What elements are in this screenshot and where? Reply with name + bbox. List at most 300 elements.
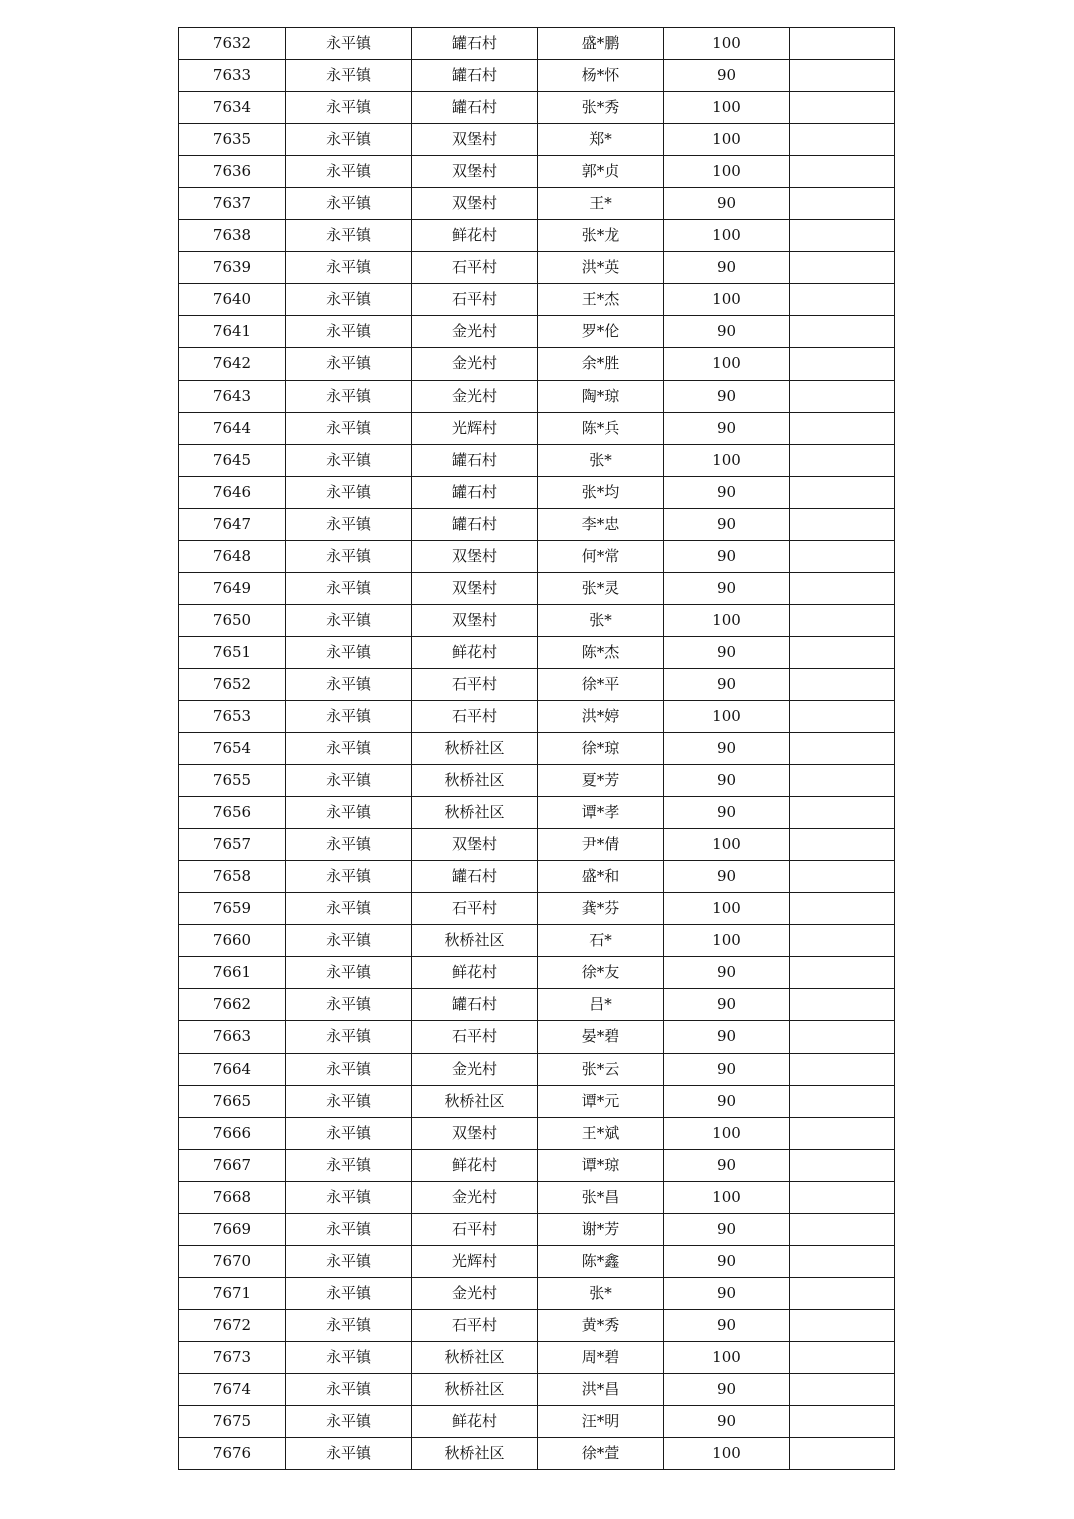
- table-row: [179, 1181, 895, 1213]
- cell-town: 永平镇: [286, 1149, 412, 1181]
- cell-remark: [790, 412, 895, 444]
- cell-id: 7643: [179, 380, 286, 412]
- cell-id: 7656: [179, 797, 286, 829]
- cell-village: 罐石村: [412, 444, 538, 476]
- cell-town: 永平镇: [286, 316, 412, 348]
- cell-id: 7654: [179, 733, 286, 765]
- cell-town: 永平镇: [286, 444, 412, 476]
- table-row: [179, 572, 895, 604]
- cell-name: 张*灵: [538, 572, 664, 604]
- cell-town: 永平镇: [286, 1438, 412, 1470]
- cell-amount: 100: [664, 1181, 790, 1213]
- cell-amount: 90: [664, 572, 790, 604]
- cell-village: 罐石村: [412, 28, 538, 60]
- cell-name: 张*龙: [538, 220, 664, 252]
- cell-village: 石平村: [412, 700, 538, 732]
- cell-remark: [790, 668, 895, 700]
- table-row: [179, 797, 895, 829]
- cell-id: 7665: [179, 1085, 286, 1117]
- cell-name: 张*: [538, 604, 664, 636]
- cell-town: 永平镇: [286, 1341, 412, 1373]
- table-row: [179, 636, 895, 668]
- cell-name: 徐*平: [538, 668, 664, 700]
- cell-name: 徐*友: [538, 957, 664, 989]
- table-row: [179, 604, 895, 636]
- cell-name: 尹*倩: [538, 829, 664, 861]
- cell-amount: 90: [664, 1406, 790, 1438]
- cell-id: 7662: [179, 989, 286, 1021]
- cell-amount: 90: [664, 316, 790, 348]
- cell-name: 谭*元: [538, 1085, 664, 1117]
- cell-town: 永平镇: [286, 28, 412, 60]
- cell-id: 7651: [179, 636, 286, 668]
- table-row: [179, 989, 895, 1021]
- cell-town: 永平镇: [286, 797, 412, 829]
- cell-id: 7633: [179, 60, 286, 92]
- cell-amount: 100: [664, 28, 790, 60]
- cell-village: 光辉村: [412, 412, 538, 444]
- cell-amount: 90: [664, 1309, 790, 1341]
- table-row: [179, 316, 895, 348]
- cell-amount: 90: [664, 636, 790, 668]
- cell-town: 永平镇: [286, 636, 412, 668]
- cell-village: 石平村: [412, 1021, 538, 1053]
- cell-town: 永平镇: [286, 765, 412, 797]
- cell-village: 金光村: [412, 1181, 538, 1213]
- cell-remark: [790, 92, 895, 124]
- cell-id: 7649: [179, 572, 286, 604]
- cell-remark: [790, 636, 895, 668]
- cell-village: 金光村: [412, 380, 538, 412]
- cell-id: 7655: [179, 765, 286, 797]
- cell-town: 永平镇: [286, 252, 412, 284]
- cell-town: 永平镇: [286, 604, 412, 636]
- cell-remark: [790, 700, 895, 732]
- cell-amount: 100: [664, 1438, 790, 1470]
- cell-remark: [790, 765, 895, 797]
- cell-id: 7664: [179, 1053, 286, 1085]
- table-row: [179, 28, 895, 60]
- cell-remark: [790, 1373, 895, 1405]
- table-row: [179, 540, 895, 572]
- cell-remark: [790, 220, 895, 252]
- cell-amount: 90: [664, 765, 790, 797]
- cell-name: 何*常: [538, 540, 664, 572]
- cell-name: 罗*伦: [538, 316, 664, 348]
- cell-id: 7658: [179, 861, 286, 893]
- cell-town: 永平镇: [286, 861, 412, 893]
- cell-amount: 100: [664, 1341, 790, 1373]
- cell-town: 永平镇: [286, 700, 412, 732]
- cell-id: 7653: [179, 700, 286, 732]
- cell-town: 永平镇: [286, 540, 412, 572]
- table-row: [179, 508, 895, 540]
- cell-amount: 100: [664, 1117, 790, 1149]
- cell-amount: 90: [664, 60, 790, 92]
- cell-amount: 90: [664, 508, 790, 540]
- cell-village: 双堡村: [412, 604, 538, 636]
- table-row: [179, 284, 895, 316]
- cell-name: 陈*杰: [538, 636, 664, 668]
- cell-name: 王*斌: [538, 1117, 664, 1149]
- cell-village: 秋桥社区: [412, 733, 538, 765]
- cell-village: 罐石村: [412, 60, 538, 92]
- cell-amount: 100: [664, 92, 790, 124]
- cell-town: 永平镇: [286, 1021, 412, 1053]
- cell-village: 秋桥社区: [412, 1085, 538, 1117]
- table-row: [179, 444, 895, 476]
- cell-remark: [790, 572, 895, 604]
- cell-name: 郭*贞: [538, 156, 664, 188]
- cell-remark: [790, 380, 895, 412]
- table-row: [179, 1085, 895, 1117]
- cell-village: 罐石村: [412, 989, 538, 1021]
- table-row: [179, 1277, 895, 1309]
- table-row: [179, 156, 895, 188]
- cell-town: 永平镇: [286, 1117, 412, 1149]
- table-row: [179, 1406, 895, 1438]
- cell-remark: [790, 1149, 895, 1181]
- cell-amount: 100: [664, 156, 790, 188]
- cell-name: 黄*秀: [538, 1309, 664, 1341]
- cell-name: 夏*芳: [538, 765, 664, 797]
- cell-id: 7648: [179, 540, 286, 572]
- cell-town: 永平镇: [286, 156, 412, 188]
- cell-remark: [790, 188, 895, 220]
- table-row: [179, 92, 895, 124]
- table-row: [179, 861, 895, 893]
- cell-id: 7647: [179, 508, 286, 540]
- cell-remark: [790, 1406, 895, 1438]
- cell-amount: 100: [664, 444, 790, 476]
- cell-town: 永平镇: [286, 380, 412, 412]
- cell-town: 永平镇: [286, 1406, 412, 1438]
- cell-name: 杨*怀: [538, 60, 664, 92]
- data-table: [178, 27, 895, 1470]
- cell-id: 7632: [179, 28, 286, 60]
- cell-remark: [790, 1245, 895, 1277]
- cell-id: 7646: [179, 476, 286, 508]
- cell-remark: [790, 733, 895, 765]
- cell-remark: [790, 348, 895, 380]
- cell-remark: [790, 316, 895, 348]
- cell-amount: 90: [664, 861, 790, 893]
- table-row: [179, 957, 895, 989]
- cell-remark: [790, 1053, 895, 1085]
- cell-village: 金光村: [412, 1277, 538, 1309]
- cell-remark: [790, 1438, 895, 1470]
- cell-town: 永平镇: [286, 989, 412, 1021]
- cell-amount: 90: [664, 668, 790, 700]
- cell-town: 永平镇: [286, 829, 412, 861]
- cell-id: 7674: [179, 1373, 286, 1405]
- cell-village: 石平村: [412, 893, 538, 925]
- cell-amount: 100: [664, 925, 790, 957]
- cell-name: 张*秀: [538, 92, 664, 124]
- cell-id: 7663: [179, 1021, 286, 1053]
- cell-id: 7635: [179, 124, 286, 156]
- table-row: [179, 700, 895, 732]
- cell-village: 金光村: [412, 1053, 538, 1085]
- cell-village: 秋桥社区: [412, 1438, 538, 1470]
- table-row: [179, 829, 895, 861]
- cell-id: 7676: [179, 1438, 286, 1470]
- cell-name: 洪*英: [538, 252, 664, 284]
- cell-id: 7672: [179, 1309, 286, 1341]
- cell-amount: 100: [664, 700, 790, 732]
- cell-name: 谭*琼: [538, 1149, 664, 1181]
- cell-amount: 90: [664, 1085, 790, 1117]
- cell-amount: 90: [664, 380, 790, 412]
- cell-village: 鲜花村: [412, 636, 538, 668]
- table-row: [179, 893, 895, 925]
- cell-name: 吕*: [538, 989, 664, 1021]
- cell-name: 张*均: [538, 476, 664, 508]
- cell-village: 秋桥社区: [412, 765, 538, 797]
- cell-id: 7668: [179, 1181, 286, 1213]
- table-row: [179, 1245, 895, 1277]
- cell-amount: 90: [664, 989, 790, 1021]
- cell-id: 7667: [179, 1149, 286, 1181]
- table-row: [179, 380, 895, 412]
- cell-village: 双堡村: [412, 1117, 538, 1149]
- table-row: [179, 476, 895, 508]
- cell-remark: [790, 1021, 895, 1053]
- cell-remark: [790, 444, 895, 476]
- cell-id: 7650: [179, 604, 286, 636]
- cell-name: 谢*芳: [538, 1213, 664, 1245]
- cell-village: 双堡村: [412, 540, 538, 572]
- cell-remark: [790, 989, 895, 1021]
- cell-remark: [790, 829, 895, 861]
- cell-name: 洪*婷: [538, 700, 664, 732]
- cell-name: 陈*鑫: [538, 1245, 664, 1277]
- cell-name: 张*昌: [538, 1181, 664, 1213]
- cell-remark: [790, 476, 895, 508]
- cell-remark: [790, 124, 895, 156]
- cell-name: 张*: [538, 444, 664, 476]
- cell-village: 双堡村: [412, 156, 538, 188]
- cell-village: 秋桥社区: [412, 925, 538, 957]
- cell-amount: 90: [664, 1149, 790, 1181]
- cell-remark: [790, 1181, 895, 1213]
- cell-amount: 90: [664, 1277, 790, 1309]
- cell-town: 永平镇: [286, 188, 412, 220]
- cell-amount: 100: [664, 124, 790, 156]
- cell-village: 双堡村: [412, 829, 538, 861]
- table-row: [179, 188, 895, 220]
- table-row: [179, 220, 895, 252]
- cell-town: 永平镇: [286, 348, 412, 380]
- table-row: [179, 765, 895, 797]
- cell-remark: [790, 508, 895, 540]
- cell-amount: 90: [664, 733, 790, 765]
- cell-id: 7636: [179, 156, 286, 188]
- cell-town: 永平镇: [286, 1373, 412, 1405]
- cell-name: 李*忠: [538, 508, 664, 540]
- cell-id: 7660: [179, 925, 286, 957]
- cell-amount: 90: [664, 188, 790, 220]
- cell-town: 永平镇: [286, 1277, 412, 1309]
- cell-name: 盛*和: [538, 861, 664, 893]
- cell-amount: 90: [664, 476, 790, 508]
- cell-town: 永平镇: [286, 1181, 412, 1213]
- cell-name: 徐*萱: [538, 1438, 664, 1470]
- cell-town: 永平镇: [286, 508, 412, 540]
- cell-name: 余*胜: [538, 348, 664, 380]
- cell-remark: [790, 604, 895, 636]
- cell-town: 永平镇: [286, 572, 412, 604]
- cell-id: 7659: [179, 893, 286, 925]
- cell-village: 石平村: [412, 1213, 538, 1245]
- cell-id: 7666: [179, 1117, 286, 1149]
- table-body: [179, 28, 895, 1470]
- cell-name: 陈*兵: [538, 412, 664, 444]
- cell-id: 7639: [179, 252, 286, 284]
- table-row: [179, 1117, 895, 1149]
- cell-id: 7657: [179, 829, 286, 861]
- cell-amount: 90: [664, 957, 790, 989]
- table-row: [179, 925, 895, 957]
- cell-town: 永平镇: [286, 668, 412, 700]
- cell-name: 晏*碧: [538, 1021, 664, 1053]
- cell-id: 7673: [179, 1341, 286, 1373]
- cell-amount: 90: [664, 252, 790, 284]
- cell-id: 7640: [179, 284, 286, 316]
- cell-amount: 90: [664, 540, 790, 572]
- cell-remark: [790, 1341, 895, 1373]
- cell-village: 罐石村: [412, 861, 538, 893]
- cell-amount: 100: [664, 348, 790, 380]
- cell-remark: [790, 1277, 895, 1309]
- cell-amount: 100: [664, 893, 790, 925]
- cell-town: 永平镇: [286, 1309, 412, 1341]
- cell-amount: 90: [664, 1213, 790, 1245]
- cell-name: 王*杰: [538, 284, 664, 316]
- cell-name: 王*: [538, 188, 664, 220]
- table-row: [179, 252, 895, 284]
- cell-remark: [790, 156, 895, 188]
- table-row: [179, 668, 895, 700]
- cell-town: 永平镇: [286, 1245, 412, 1277]
- cell-id: 7642: [179, 348, 286, 380]
- cell-id: 7634: [179, 92, 286, 124]
- cell-village: 鲜花村: [412, 1406, 538, 1438]
- cell-amount: 90: [664, 797, 790, 829]
- cell-name: 郑*: [538, 124, 664, 156]
- cell-remark: [790, 1309, 895, 1341]
- cell-remark: [790, 925, 895, 957]
- cell-town: 永平镇: [286, 92, 412, 124]
- cell-village: 光辉村: [412, 1245, 538, 1277]
- cell-remark: [790, 861, 895, 893]
- cell-name: 周*碧: [538, 1341, 664, 1373]
- cell-id: 7645: [179, 444, 286, 476]
- cell-town: 永平镇: [286, 925, 412, 957]
- cell-town: 永平镇: [286, 733, 412, 765]
- cell-amount: 100: [664, 604, 790, 636]
- cell-id: 7671: [179, 1277, 286, 1309]
- cell-id: 7670: [179, 1245, 286, 1277]
- cell-town: 永平镇: [286, 476, 412, 508]
- cell-village: 鲜花村: [412, 220, 538, 252]
- cell-village: 石平村: [412, 284, 538, 316]
- cell-amount: 100: [664, 220, 790, 252]
- cell-amount: 90: [664, 412, 790, 444]
- cell-amount: 100: [664, 829, 790, 861]
- cell-amount: 90: [664, 1053, 790, 1085]
- cell-village: 双堡村: [412, 572, 538, 604]
- cell-town: 永平镇: [286, 957, 412, 989]
- cell-town: 永平镇: [286, 60, 412, 92]
- cell-id: 7644: [179, 412, 286, 444]
- cell-remark: [790, 540, 895, 572]
- cell-town: 永平镇: [286, 893, 412, 925]
- table-row: [179, 1053, 895, 1085]
- cell-name: 盛*鹏: [538, 28, 664, 60]
- cell-name: 洪*昌: [538, 1373, 664, 1405]
- cell-village: 鲜花村: [412, 1149, 538, 1181]
- cell-remark: [790, 252, 895, 284]
- cell-amount: 100: [664, 284, 790, 316]
- cell-remark: [790, 1085, 895, 1117]
- table-row: [179, 348, 895, 380]
- table-row: [179, 412, 895, 444]
- cell-town: 永平镇: [286, 412, 412, 444]
- cell-id: 7652: [179, 668, 286, 700]
- cell-town: 永平镇: [286, 1213, 412, 1245]
- cell-name: 龚*芬: [538, 893, 664, 925]
- cell-remark: [790, 893, 895, 925]
- cell-name: 石*: [538, 925, 664, 957]
- cell-town: 永平镇: [286, 284, 412, 316]
- cell-village: 双堡村: [412, 124, 538, 156]
- table-row: [179, 1438, 895, 1470]
- table-row: [179, 733, 895, 765]
- cell-name: 徐*琼: [538, 733, 664, 765]
- table-row: [179, 1309, 895, 1341]
- cell-village: 秋桥社区: [412, 797, 538, 829]
- cell-town: 永平镇: [286, 1053, 412, 1085]
- cell-name: 汪*明: [538, 1406, 664, 1438]
- cell-town: 永平镇: [286, 1085, 412, 1117]
- cell-name: 陶*琼: [538, 380, 664, 412]
- table-row: [179, 1341, 895, 1373]
- cell-town: 永平镇: [286, 220, 412, 252]
- cell-name: 谭*孝: [538, 797, 664, 829]
- cell-name: 张*: [538, 1277, 664, 1309]
- cell-village: 石平村: [412, 252, 538, 284]
- cell-village: 罐石村: [412, 476, 538, 508]
- cell-village: 秋桥社区: [412, 1341, 538, 1373]
- cell-village: 鲜花村: [412, 957, 538, 989]
- cell-name: 张*云: [538, 1053, 664, 1085]
- cell-village: 罐石村: [412, 92, 538, 124]
- cell-remark: [790, 284, 895, 316]
- cell-village: 石平村: [412, 668, 538, 700]
- cell-amount: 90: [664, 1373, 790, 1405]
- cell-remark: [790, 1213, 895, 1245]
- cell-remark: [790, 797, 895, 829]
- table-row: [179, 124, 895, 156]
- table-row: [179, 1213, 895, 1245]
- table-row: [179, 60, 895, 92]
- cell-town: 永平镇: [286, 124, 412, 156]
- cell-id: 7637: [179, 188, 286, 220]
- cell-village: 罐石村: [412, 508, 538, 540]
- cell-amount: 90: [664, 1021, 790, 1053]
- cell-id: 7638: [179, 220, 286, 252]
